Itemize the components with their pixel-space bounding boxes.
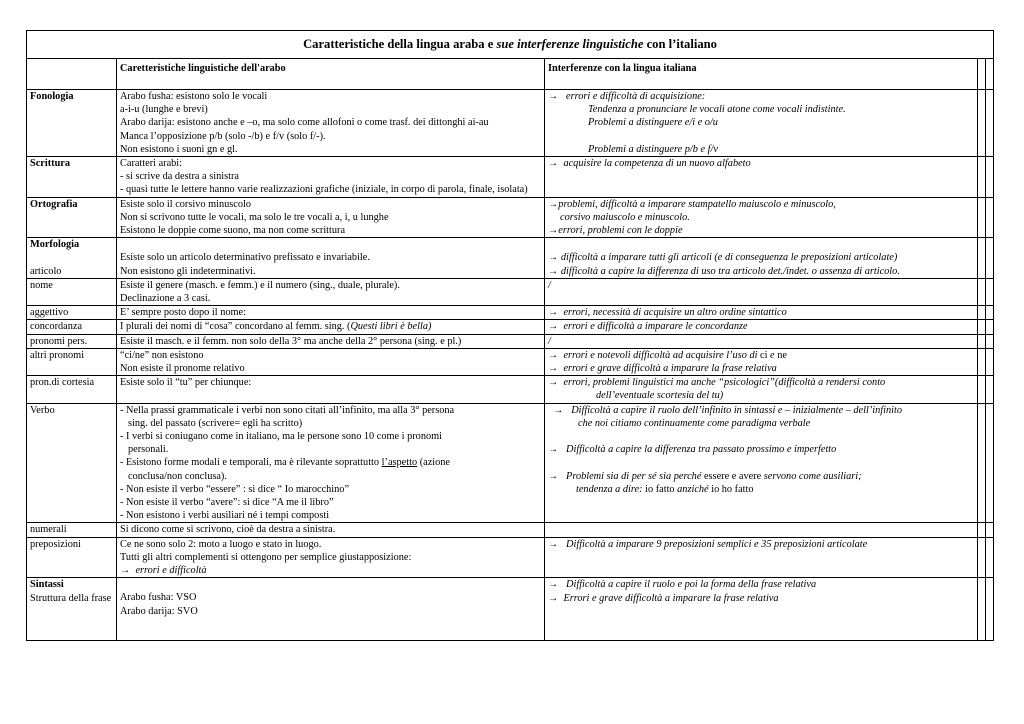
row-label: numerali: [27, 523, 117, 537]
row-numerali: [27, 523, 994, 537]
row-label: concordanza: [27, 320, 117, 334]
header-empty-cell: [27, 59, 117, 90]
arabic-cell: Arabo fusha: esistono solo le vocali a-i-u (lunghe e brevi) Arabo darija: esistono anche e –o, ma solo come allofoni o come trasf. dei dittonghi ai-au Manca l’opposizione p/b (solo -/b) e f/v (solo f/-). Non esistono i suoni gn e gl.: [117, 90, 545, 157]
arabic-cell: E’ sempre posto dopo il nome:: [117, 306, 545, 320]
row-verbo: [27, 403, 994, 523]
arabic-cell: Arabo fusha: VSO Arabo darija: SVO: [117, 578, 545, 641]
arrow-icon: →: [548, 444, 559, 456]
row-label: pronomi pers.: [27, 334, 117, 348]
row-label: Scrittura: [27, 157, 117, 198]
header-italian: Interferenze con la lingua italiana: [545, 59, 978, 90]
arrow-icon: →: [120, 565, 131, 577]
row-morfologia: [27, 238, 994, 279]
arabic-cell: - Nella prassi grammaticale i verbi non sono citati all’infinito, ma alla 3° persona sing. del passato (scrivere= egli ha scritto) - I verbi si coniugano come in italiano, ma le persone sono 10 come i pronomi personali. - Esistono forme modali e temporali, ma è rilevante soprattutto l’aspetto (azione conclusa/non conclusa). - Non esiste il verbo “essere” : si dice “ Io marocchino” - Non esiste il verbo “avere”: si dice “A me il libro” - Non esistono i verbi ausiliari né i tempi composti: [117, 403, 545, 523]
document-title: Caratteristiche della lingua araba e sue interferenze linguistiche con l’italiano: [27, 31, 994, 59]
row-label: Verbo: [27, 403, 117, 523]
arabic-cell: Esiste solo il “tu” per chiunque:: [117, 376, 545, 403]
interference-cell: → acquisire la competenza di un nuovo alfabeto: [545, 157, 978, 198]
arrow-icon: →: [548, 158, 559, 170]
arabic-cell: “ci/ne” non esistono Non esiste il pronome relativo: [117, 348, 545, 375]
interference-cell: → errori e difficoltà di acquisizione: Tendenza a pronunciare le vocali atone come vocali indistinte. Problemi a distinguere e/i e o/u Problemi a distinguere p/b e f/v: [545, 90, 978, 157]
row-label: preposizioni: [27, 537, 117, 578]
arrow-icon: →: [548, 349, 559, 361]
row-label: altri pronomi: [27, 348, 117, 375]
arrow-icon: →: [553, 404, 564, 416]
arrow-icon: →: [548, 363, 559, 375]
row-fonologia: [27, 90, 994, 157]
arabic-cell: Si dicono come si scrivono, cioè da destra a sinistra.: [117, 523, 545, 537]
interference-cell: → errori e notevoli difficoltà ad acquisire l’uso di ci e ne → errori e grave difficoltà a imparare la frase relativa: [545, 348, 978, 375]
interference-cell: → errori e difficoltà a imparare le concordanze: [545, 320, 978, 334]
row-pronomi-pers: [27, 334, 994, 348]
arrow-icon: →: [548, 321, 559, 333]
arrow-icon: →: [548, 265, 559, 277]
row-label: Morfologia articolo: [27, 238, 117, 279]
row-label: aggettivo: [27, 306, 117, 320]
row-ortografia: [27, 197, 994, 238]
row-altri-pronomi: [27, 348, 994, 375]
arabic-cell: Ce ne sono solo 2: moto a luogo e stato in luogo. Tutti gli altri complementi si ottengono per semplice giustapposizione: → errori e difficoltà: [117, 537, 545, 578]
arrow-icon: →: [548, 377, 559, 389]
arrow-icon: →: [548, 470, 559, 482]
interference-cell: → difficoltà a imparare tutti gli articoli (e di conseguenza le preposizioni articolate) → difficoltà a capire la differenza di uso tra articolo det./indet. o assenza di articolo.: [545, 238, 978, 279]
arabic-cell: Esiste il masch. e il femm. non solo della 3° ma anche della 2° persona (sing. e pl.): [117, 334, 545, 348]
row-scrittura: [27, 157, 994, 198]
row-label: nome: [27, 278, 117, 305]
arabic-cell: Esiste il genere (masch. e femm.) e il numero (sing., duale, plurale). Declinazione a 3 casi.: [117, 278, 545, 305]
row-label: Sintassi Struttura della frase: [27, 578, 117, 641]
row-label: Ortografia: [27, 197, 117, 238]
interference-cell: [545, 523, 978, 537]
interference-cell: →problemi, difficoltà a imparare stampatello maiuscolo e minuscolo, corsivo maiuscolo e minuscolo. →errori, problemi con le doppie: [545, 197, 978, 238]
row-aggettivo: [27, 306, 994, 320]
interference-cell: /: [545, 334, 978, 348]
row-nome: [27, 278, 994, 305]
arrow-icon: →: [548, 579, 559, 591]
arrow-icon: →: [548, 198, 559, 210]
header-arabic: Caretteristiche linguistiche dell'arabo: [117, 59, 545, 90]
row-label: pron.di cortesia: [27, 376, 117, 403]
row-preposizioni: [27, 537, 994, 578]
interference-cell: → errori, necessità di acquisire un altro ordine sintattico: [545, 306, 978, 320]
interference-cell: → Difficoltà a capire il ruolo e poi la forma della frase relativa → Errori e grave difficoltà a imparare la frase relativa: [545, 578, 978, 641]
row-label: Fonologia: [27, 90, 117, 157]
row-cortesia: [27, 376, 994, 403]
row-sintassi: [27, 578, 994, 641]
arrow-icon: →: [548, 307, 559, 319]
arabic-cell: Esiste solo un articolo determinativo prefissato e invariabile. Non esistono gli indeterminativi.: [117, 238, 545, 279]
arrow-icon: →: [548, 225, 559, 237]
row-concordanza: [27, 320, 994, 334]
interference-cell: → Difficoltà a imparare 9 preposizioni semplici e 35 preposizioni articolate: [545, 537, 978, 578]
header-row: [27, 59, 994, 90]
arabic-cell: I plurali dei nomi di “cosa” concordano al femm. sing. (Questi libri è bella): [117, 320, 545, 334]
document-table: [26, 30, 994, 641]
arrow-icon: →: [548, 91, 559, 102]
interference-cell: → errori, problemi linguistici ma anche “psicologici”(difficoltà a rendersi conto dell’eventuale scortesia del tu): [545, 376, 978, 403]
interference-cell: /: [545, 278, 978, 305]
arrow-icon: →: [548, 538, 559, 550]
interference-cell: → Difficoltà a capire il ruolo dell’infinito in sintassi e – inizialmente – dell’infinito che noi citiamo continuamente come paradigma verbale → Difficoltà a capire la differenza tra passato prossimo e imperfetto → Problemi sia di per sé sia perché essere e avere servono come ausiliari; tendenza a dire: io fatto anziché io ho fatto: [545, 403, 978, 523]
arabic-cell: Esiste solo il corsivo minuscolo Non si scrivono tutte le vocali, ma solo le tre vocali a, i, u lunghe Esistono le doppie come suono, ma non come scrittura: [117, 197, 545, 238]
title-row: [27, 31, 994, 59]
arrow-icon: →: [548, 252, 559, 264]
arrow-icon: →: [548, 592, 559, 604]
arabic-cell: Caratteri arabi: - si scrive da destra a sinistra - quasi tutte le lettere hanno varie realizzazioni grafiche (iniziale, in corpo di parola, finale, isolata): [117, 157, 545, 198]
